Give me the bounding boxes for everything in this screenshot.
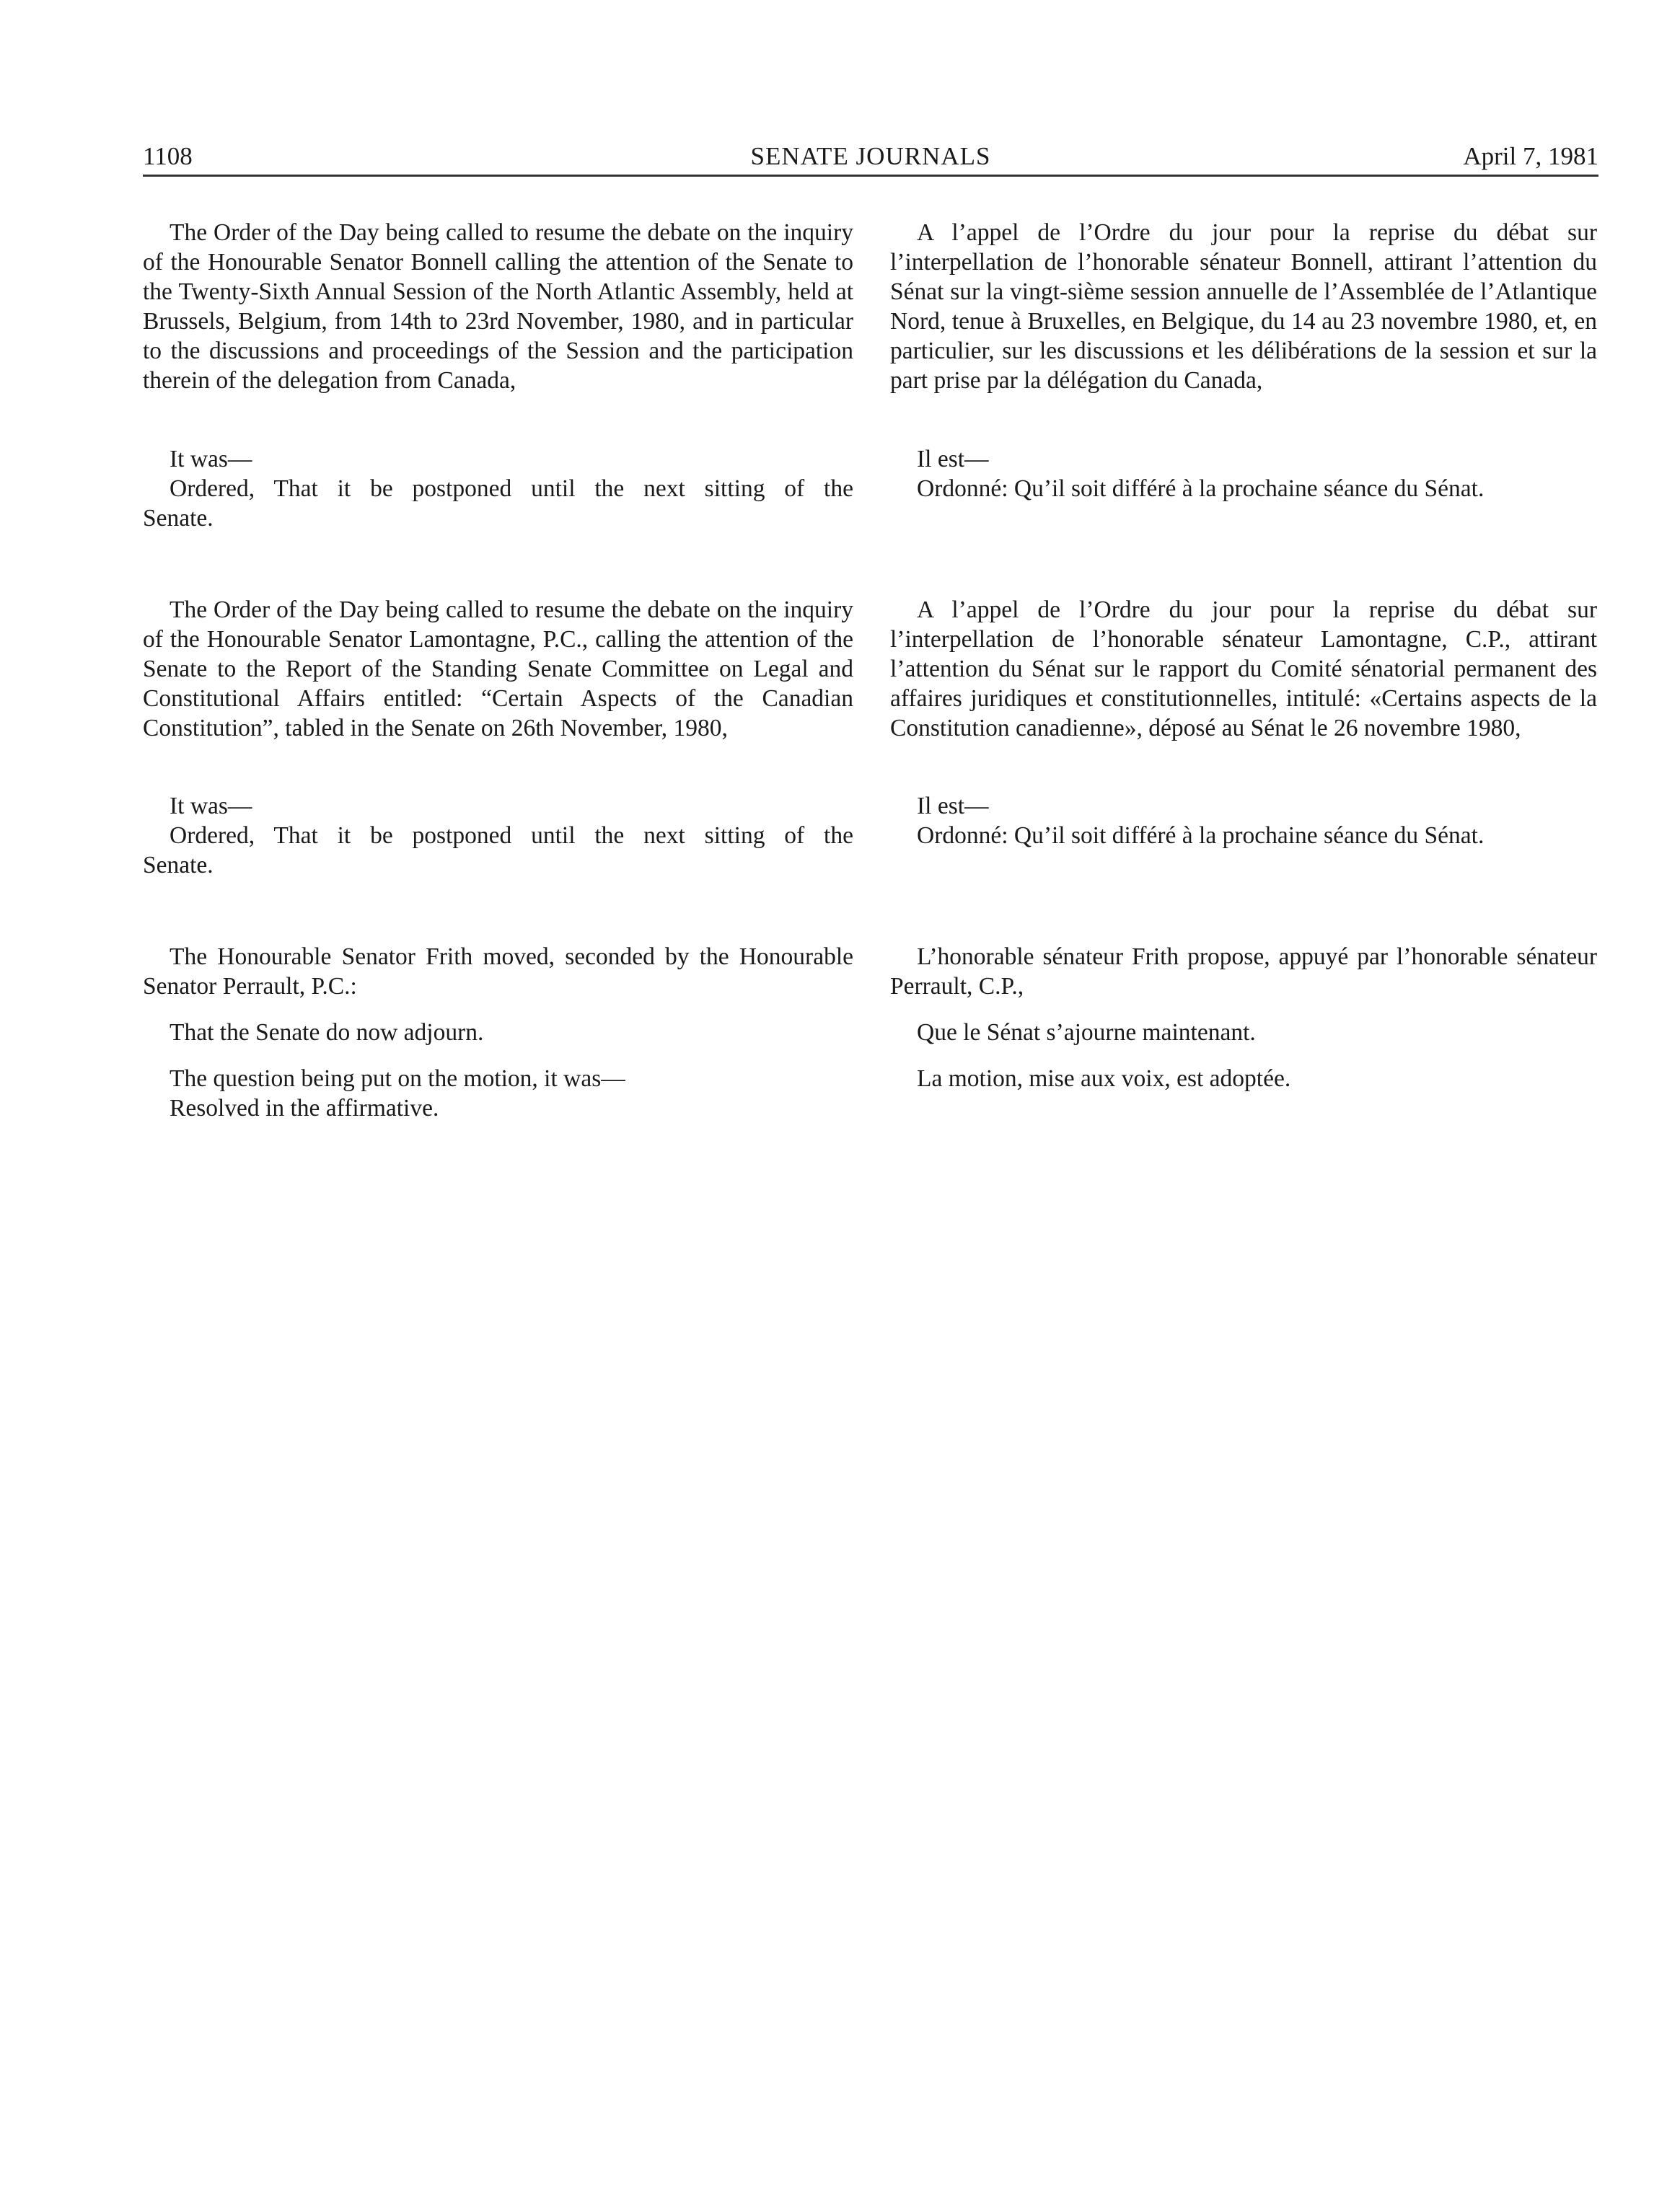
en-adjourn [143, 942, 853, 1001]
en-s2-it-was: It was— [170, 793, 252, 819]
en-adjourn-question: The question being put on the motion, it was— [170, 1065, 625, 1092]
fr-section-1 [890, 218, 1597, 395]
en-section-1 [143, 218, 853, 395]
header-rule [143, 175, 1598, 177]
fr-s1-ruling [890, 444, 1597, 503]
en-s1-it-was: It was— [170, 446, 252, 472]
fr-section-2 [890, 595, 1597, 743]
fr-adjourn-moved: L’honorable sénateur Frith propose, appuyé par l’honorable sénateur Perrault, C.P., [890, 943, 1597, 1000]
en-s1-paragraph: The Order of the Day being called to resume the debate on the inquiry of the Honourable Senator Bonnell calling the attention of the Senate to the Twenty-Sixth Annual Session of the North Atlantic Assembly, held at Brussels, Belgium, from 14th to 23rd November, 1980, and in particular to the discussions and proceedings of the Session and the participation therein of the delegation from Canada, [143, 219, 853, 394]
en-s2-ruling [143, 791, 853, 880]
fr-adjourn-motion-block [890, 1018, 1597, 1047]
fr-s2-ruling [890, 791, 1597, 850]
fr-adjourn-result: La motion, mise aux voix, est adoptée. [917, 1065, 1291, 1092]
fr-s1-ordonne: Ordonné: Qu’il soit différé à la prochaine séance du Sénat. [917, 475, 1485, 502]
fr-s2-paragraph: A l’appel de l’Ordre du jour pour la reprise du débat sur l’interpellation de l’honorable sénateur Lamontagne, C.P., attirant l’attention du Sénat sur le rapport du Comité sénatorial permanent des affaires juridiques et constitutionnelles, intitulé: «Certains aspects de la Constitution canadienne», déposé au Sénat le 26 novembre 1980, [890, 596, 1597, 741]
en-s2-ordered-cont: Senate. [143, 852, 214, 878]
fr-s2-ordonne: Ordonné: Qu’il soit différé à la prochaine séance du Sénat. [917, 822, 1485, 849]
page-header [143, 138, 1598, 175]
fr-s2-il-est: Il est— [917, 793, 989, 819]
en-s1-ruling [143, 444, 853, 533]
en-s2-ordered: Ordered, That it be postponed until the next sitting of the [170, 822, 853, 849]
fr-adjourn-result-block [890, 1064, 1597, 1093]
en-section-2 [143, 595, 853, 743]
en-adjourn-resolved: Resolved in the affirmative. [170, 1095, 439, 1122]
fr-s1-paragraph: A l’appel de l’Ordre du jour pour la reprise du débat sur l’interpellation de l’honorable sénateur Bonnell, attirant l’attention du Sénat sur la vingt-sième session annuelle de l’Assemblée de l’Atlantique Nord, tenue à Bruxelles, en Belgique, du 14 au 23 novembre 1980, et, en particulier, sur les discussions et les délibérations de la session et sur la part prise par la délégation du Canada, [890, 219, 1597, 394]
en-s1-ordered: Ordered, That it be postponed until the next sitting of the [170, 475, 853, 502]
en-adjourn-moved: The Honourable Senator Frith moved, seconded by the Honourable Senator Perrault, P.C.: [143, 943, 853, 1000]
en-adjourn-motion: That the Senate do now adjourn. [170, 1019, 484, 1046]
fr-adjourn-motion: Que le Sénat s’ajourne maintenant. [917, 1019, 1256, 1046]
page-number: 1108 [143, 142, 193, 170]
fr-adjourn [890, 942, 1597, 1001]
en-adjourn-result-block [143, 1064, 853, 1123]
en-s2-paragraph: The Order of the Day being called to resume the debate on the inquiry of the Honourable Senator Lamontagne, P.C., calling the attention of the Senate to the Report of the Standing Senate Committee on Legal and Constitutional Affairs entitled: “Certain Aspects of the Canadian Constitution”, tabled in the Senate on 26th November, 1980, [143, 596, 853, 741]
en-s1-ordered-cont: Senate. [143, 505, 214, 532]
journal-title: SENATE JOURNALS [750, 142, 991, 170]
journal-date: April 7, 1981 [1463, 142, 1598, 170]
fr-s1-il-est: Il est— [917, 446, 989, 472]
en-adjourn-motion-block [143, 1018, 853, 1047]
